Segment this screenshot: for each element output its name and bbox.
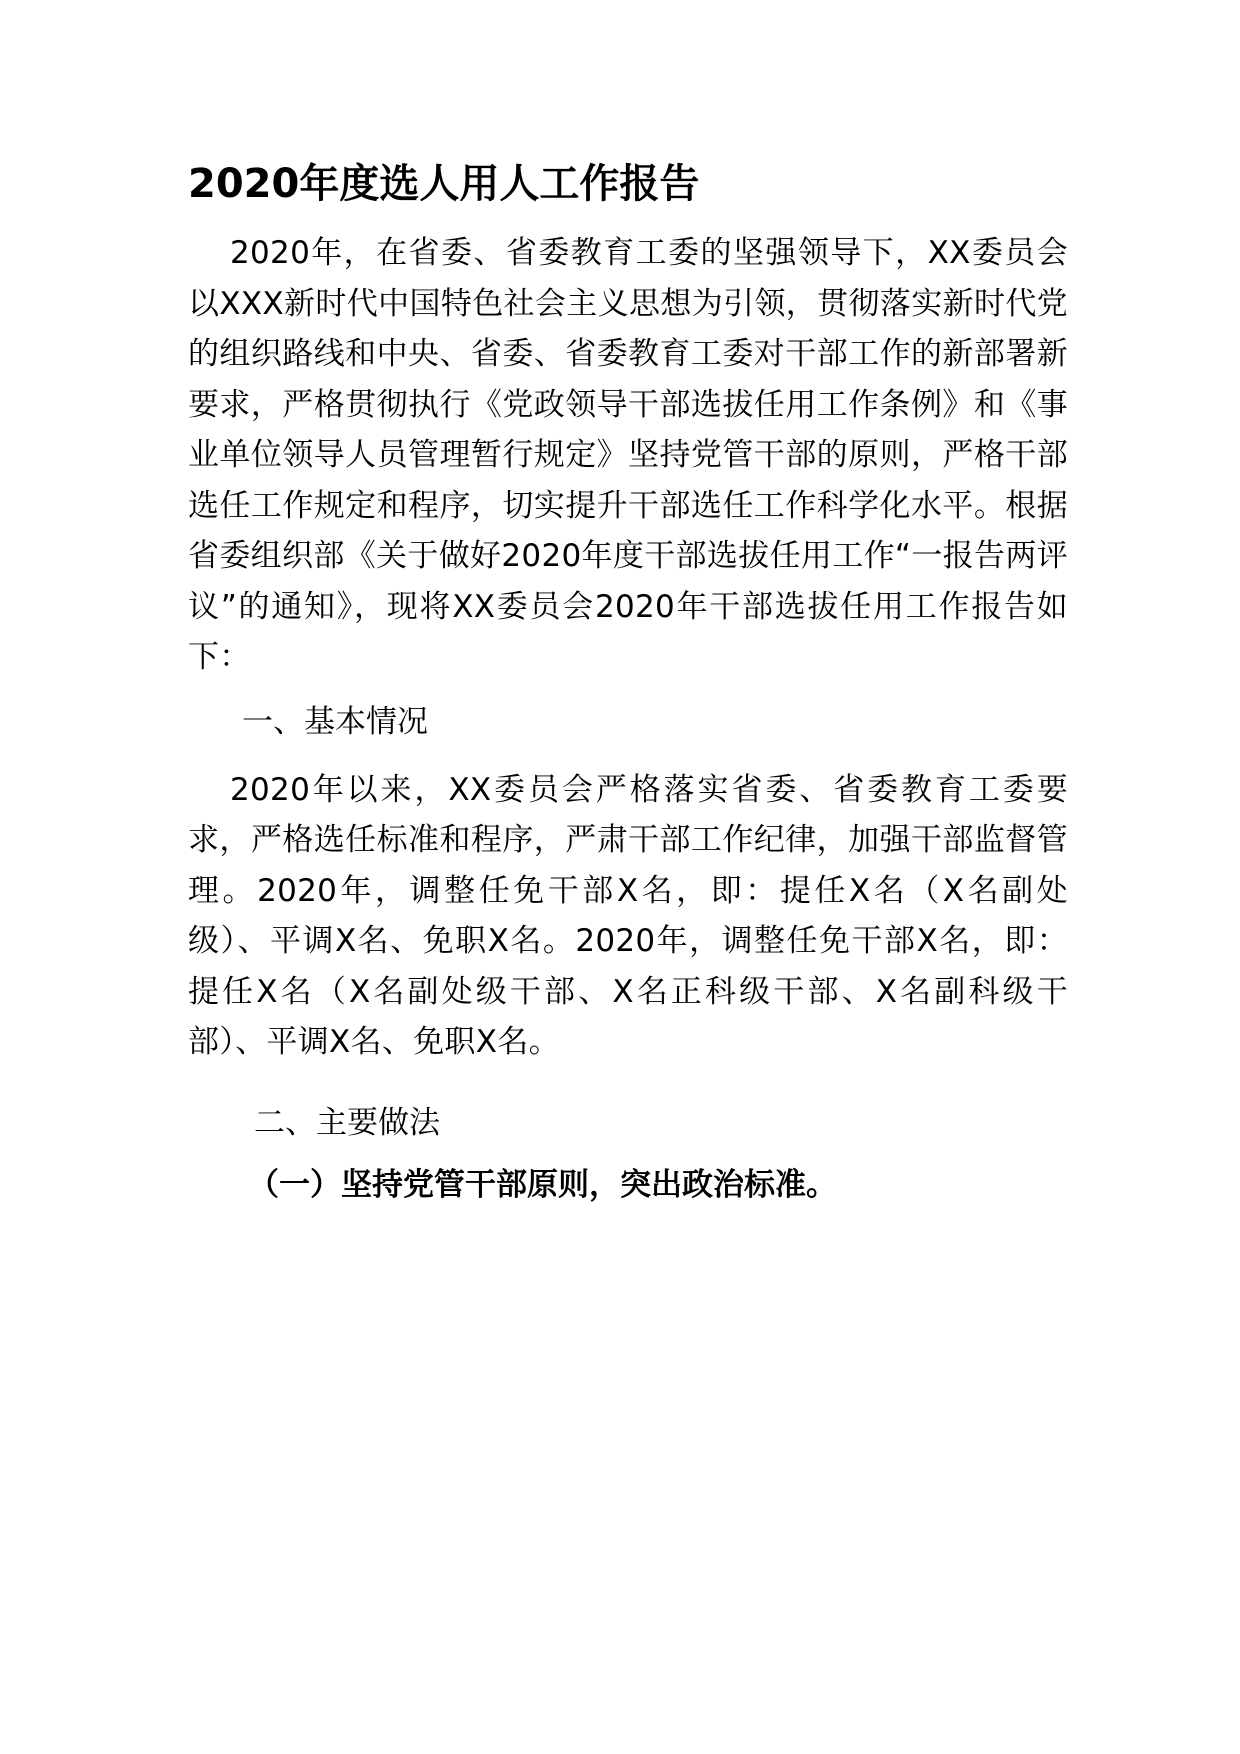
document-content	[188, 150, 1068, 1210]
section-2-heading: 二、主要做法	[254, 1104, 440, 1141]
section-1-paragraph: 2020年以来，XX委员会严格落实省委、省委教育工委要求，严格选任标准和程序，严肃干部工作纪律，加强干部监督管理。2020年，调整任免干部X名，即：提任X名（X名副处级）、平调X名、免职X名。2020年，调整任免干部X名，即：提任X名（X名副处级干部、X名正科级干部、X名副科级干部）、平调X名、免职X名。	[188, 771, 1068, 1060]
document-title: 2020年度选人用人工作报告	[188, 161, 700, 207]
section-1-heading: 一、基本情况	[242, 703, 428, 740]
intro-paragraph: 2020年，在省委、省委教育工委的坚强领导下，XX委员会以XXX新时代中国特色社会主义思想为引领，贯彻落实新时代党的组织路线和中央、省委、省委教育工委对干部工作的新部署新要求，严格贯彻执行《党政领导干部选拔任用工作条例》和《事业单位领导人员管理暂行规定》坚持党管干部的原则，严格干部选任工作规定和程序，切实提升干部选任工作科学化水平。根据省委组织部《关于做好2020年度干部选拔任用工作“一报告两评议”的通知》，现将XX委员会2020年干部选拔任用工作报告如下：	[188, 235, 1068, 675]
subsection-1-heading: （一）坚持党管干部原则，突出政治标准。	[248, 1166, 837, 1203]
